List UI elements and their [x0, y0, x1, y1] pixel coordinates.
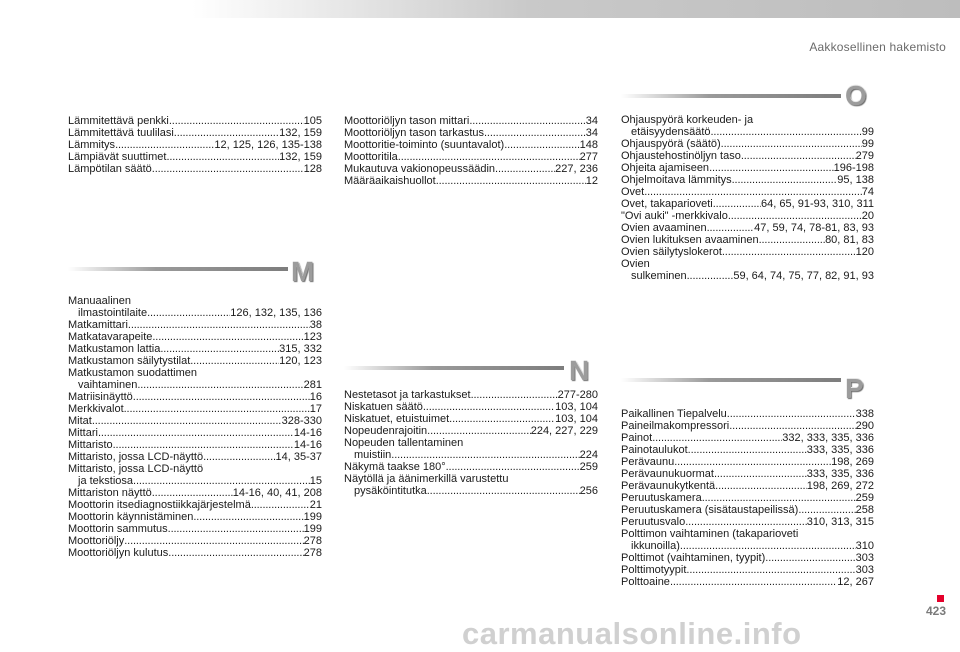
leader-dots [152, 331, 303, 343]
leader-dots [449, 413, 555, 425]
index-entry [621, 480, 874, 492]
index-entry [344, 115, 598, 127]
index-entry-pages: 277 [579, 151, 598, 163]
index-entry [621, 504, 874, 516]
index-entry-pages: 279 [855, 150, 874, 162]
leader-dots [714, 468, 807, 480]
leader-dots [688, 444, 807, 456]
index-entry-term: Perävaunukytkentä [621, 480, 716, 492]
index-entry-pages: 256 [579, 485, 598, 497]
index-entry-term: Peruutuskamera [621, 492, 702, 504]
index-entry-pages: 333, 335, 336 [806, 444, 874, 456]
leader-dots [160, 343, 279, 355]
index-entry-pages: 47, 59, 74, 78-81, 83, 93 [754, 222, 874, 234]
index-entry-pages: 16 [309, 391, 322, 403]
index-entry-pages: 328-330 [281, 415, 322, 427]
index-entry [68, 547, 322, 559]
index-entry [621, 456, 874, 468]
index-entry [68, 451, 322, 463]
index-entry [344, 389, 598, 401]
leader-dots [203, 451, 275, 463]
index-entry [344, 449, 598, 461]
index-entry-term: Mittariston näyttö [68, 487, 152, 499]
index-entry-intro: Näytöllä ja äänimerkillä varustettu [344, 473, 509, 485]
index-entry [621, 552, 874, 564]
index-entry [621, 516, 874, 528]
leader-dots [727, 408, 856, 420]
index-entry [621, 408, 874, 420]
index-entry-pages: 196-198 [833, 162, 874, 174]
index-entry-term: Lämpiävät suuttimet [68, 151, 167, 163]
index-entry-term: Painot [621, 432, 653, 444]
index-entry-pages: 199 [303, 511, 322, 523]
top-gradient-bar [0, 0, 960, 18]
index-entry-term: etäisyydensäätö [631, 126, 711, 138]
page-number: 423 [925, 604, 946, 618]
leader-dots [115, 139, 214, 151]
index-entry-term: Lämmitys [68, 139, 116, 151]
index-entry [621, 576, 874, 588]
leader-dots [670, 576, 837, 588]
leader-dots [687, 270, 734, 282]
index-entry [344, 425, 598, 437]
leader-dots [644, 186, 862, 198]
index-entry [344, 127, 598, 139]
index-entry-term: Moottorin itsediagnostiikkajärjestelmä [68, 499, 251, 511]
index-entry [68, 127, 322, 139]
index-entry-term: Matkustamon lattia [68, 343, 161, 355]
index-entry [621, 270, 874, 282]
index-entry [68, 151, 322, 163]
index-entry-intro: Nopeuden tallentaminen [344, 437, 464, 449]
index-entry-term: Ovet, takaparioveti [621, 198, 713, 210]
leader-dots [702, 492, 856, 504]
index-entry-pages: 227, 236 [555, 163, 598, 175]
index-entry-term: Moottoriöljyn kulutus [68, 547, 169, 559]
index-entry-pages: 303 [855, 564, 874, 576]
index-entry [68, 307, 322, 319]
index-entry-term: Moottoriöljyn tason tarkastus [344, 127, 485, 139]
index-entry-pages: 34 [585, 115, 598, 127]
index-entry-term: Moottorin käynnistäminen [68, 511, 194, 523]
section-divider-p [621, 378, 841, 382]
index-entry-pages: 38 [309, 319, 322, 331]
index-entry-pages: 12, 267 [837, 576, 874, 588]
leader-dots [765, 552, 855, 564]
index-entry-term: Paikallinen Tiepalvelu [621, 408, 727, 420]
index-entry-intro: Polttimon vaihtaminen (takaparioveti [621, 528, 799, 540]
leader-dots [124, 403, 310, 415]
index-entry-pages: 310, 313, 315 [806, 516, 874, 528]
leader-dots [484, 127, 586, 139]
index-entry [68, 487, 322, 499]
leader-dots [652, 432, 782, 444]
index-entry [68, 427, 322, 439]
index-entry-term: Polttimot (vaihtaminen, tyypit) [621, 552, 766, 564]
leader-dots [707, 222, 755, 234]
index-entry-pages: 12, 125, 126, 135-138 [214, 139, 322, 151]
index-column-l [68, 115, 322, 175]
index-column-n [344, 389, 598, 497]
leader-dots [174, 127, 279, 139]
index-entry-pages: 310 [855, 540, 874, 552]
index-entry [68, 415, 322, 427]
index-entry-term: Mukautuva vakionopeussäädin [344, 163, 496, 175]
index-entry-pages: 103, 104 [555, 413, 598, 425]
index-entry-pages: 278 [303, 535, 322, 547]
index-entry [621, 444, 874, 456]
index-entry [621, 246, 874, 258]
index-entry [68, 391, 322, 403]
index-entry-pages: 80, 81, 83 [825, 234, 874, 246]
section-letter-p: P [845, 373, 864, 404]
leader-dots [169, 115, 304, 127]
leader-dots [128, 319, 310, 331]
index-entry-pages: 14-16, 40, 41, 208 [232, 487, 322, 499]
index-entry-pages: 64, 65, 91-93, 310, 311 [761, 198, 874, 210]
index-entry [68, 499, 322, 511]
leader-dots [495, 163, 555, 175]
index-entry-term: Paineilmakompressori [621, 420, 730, 432]
index-entry [68, 379, 322, 391]
index-entry-pages: 333, 335, 336 [806, 468, 874, 480]
index-entry-term: Matkamittari [68, 319, 128, 331]
index-entry [621, 162, 874, 174]
leader-dots [193, 511, 303, 523]
leader-dots [504, 139, 579, 151]
leader-dots [711, 126, 862, 138]
index-entry-term: Ohjeita ajamiseen [621, 162, 710, 174]
index-entry-term: Ohjaustehostinöljyn taso [621, 150, 741, 162]
leader-dots [423, 401, 555, 413]
index-entry [621, 198, 874, 210]
index-entry [68, 535, 322, 547]
index-entry-term: Peruutuskamera (sisätaustapeilissä) [621, 504, 799, 516]
leader-dots [436, 175, 586, 187]
leader-dots [98, 427, 294, 439]
index-entry-term: Matkustamon säilytystilat [68, 355, 191, 367]
index-entry-intro: Matkustamon suodattimen [68, 367, 198, 379]
index-entry-pages: 278 [303, 547, 322, 559]
index-entry-pages: 14-16 [293, 427, 322, 439]
index-entry [344, 163, 598, 175]
index-entry [621, 420, 874, 432]
index-entry [68, 331, 322, 343]
index-entry-term: Lämpötilan säätö [68, 163, 152, 175]
section-letter-n: N [569, 355, 590, 386]
index-entry [68, 163, 322, 175]
index-entry-term: Merkkivalot [68, 403, 124, 415]
index-entry-pages: 198, 269, 272 [806, 480, 874, 492]
index-entry-pages: 128 [303, 163, 322, 175]
index-entry-pages: 21 [309, 499, 322, 511]
index-entry [621, 222, 874, 234]
leader-dots [729, 420, 855, 432]
index-entry-pages: 99 [861, 126, 874, 138]
leader-dots [709, 162, 834, 174]
index-entry-pages: 332, 333, 335, 336 [782, 432, 874, 444]
index-entry-term: Niskatuet, etuistuimet [344, 413, 450, 425]
index-entry-pages: 126, 132, 135, 136 [230, 307, 322, 319]
index-entry-term: Painotaulukot [621, 444, 688, 456]
index-entry-term: Polttoaine [621, 576, 670, 588]
index-entry-term: Niskatuen säätö [344, 401, 423, 413]
index-entry-pages: 103, 104 [555, 401, 598, 413]
index-entry-term: muistiin [354, 449, 392, 461]
index-entry-term: pysäköintitutka [354, 485, 427, 497]
index-entry-term: Moottorin sammutus [68, 523, 168, 535]
index-entry [68, 115, 322, 127]
index-entry-pages: 224, 227, 229 [530, 425, 598, 437]
index-entry-term: Matkatavarapeite [68, 331, 153, 343]
leader-dots [133, 391, 310, 403]
section-divider-o [621, 94, 841, 98]
page-header-title: Aakkosellinen hakemisto [809, 40, 946, 54]
index-entry-term: Perävaunukuormat [621, 468, 714, 480]
index-entry [621, 186, 874, 198]
index-entry-pages: 59, 64, 74, 75, 77, 82, 91, 93 [733, 270, 874, 282]
leader-dots [728, 210, 862, 222]
index-entry-pages: 303 [855, 552, 874, 564]
index-entry [621, 468, 874, 480]
section-letter-m: M [291, 256, 315, 287]
index-entry-pages: 17 [309, 403, 322, 415]
index-entry-term: Polttimotyypit [621, 564, 687, 576]
index-entry-pages: 12 [585, 175, 598, 187]
index-entry-term: Mittari [68, 427, 98, 439]
leader-dots [152, 163, 304, 175]
section-divider-m [68, 267, 288, 271]
index-entry-pages: 74 [861, 186, 874, 198]
index-column-m [68, 295, 322, 559]
index-entry-pages: 198, 269 [831, 456, 874, 468]
index-entry [68, 511, 322, 523]
index-entry-pages: 14-16 [293, 439, 322, 451]
index-entry-pages: 120 [855, 246, 874, 258]
index-entry-term: Peruutusvalo [621, 516, 686, 528]
index-entry-term: Lämmitettävä penkki [68, 115, 169, 127]
index-entry-pages: 338 [855, 408, 874, 420]
index-entry-intro: Ovien [621, 258, 650, 270]
index-entry [68, 475, 322, 487]
index-entry-term: Näkymä taakse 180° [344, 461, 446, 473]
index-entry-pages: 199 [303, 523, 322, 535]
index-entry-term: ikkunoilla) [631, 540, 680, 552]
index-entry-pages: 20 [861, 210, 874, 222]
leader-dots [685, 516, 806, 528]
index-entry [344, 151, 598, 163]
index-entry [621, 138, 874, 150]
index-entry [344, 461, 598, 473]
index-entry-pages: 99 [861, 138, 874, 150]
index-entry [621, 432, 874, 444]
leader-dots [446, 461, 580, 473]
index-entry-term: Ovien avaaminen [621, 222, 707, 234]
index-entry-term: Perävaunu [621, 456, 675, 468]
index-entry-term: Ohjauspyörä (säätö) [621, 138, 721, 150]
index-entry-term: ilmastointilaite [78, 307, 148, 319]
leader-dots [113, 439, 294, 451]
leader-dots [166, 151, 279, 163]
leader-dots [168, 523, 304, 535]
index-entry-intro: Mittaristo, jossa LCD-näyttö [68, 463, 204, 475]
index-column-p [621, 408, 874, 588]
index-entry-pages: 123 [303, 331, 322, 343]
index-entry-term: Matriisinäyttö [68, 391, 133, 403]
index-entry-term: Mittaristo, jossa LCD-näyttö [68, 451, 204, 463]
index-entry [344, 413, 598, 425]
leader-dots [741, 150, 856, 162]
leader-dots [469, 115, 585, 127]
index-entry-pages: 259 [579, 461, 598, 473]
leader-dots [427, 425, 531, 437]
leader-dots [713, 198, 761, 210]
index-entry [68, 523, 322, 535]
leader-dots [92, 415, 282, 427]
index-column-o [621, 114, 874, 282]
index-entry-term: Ohjelmoitava lämmitys [621, 174, 732, 186]
index-entry-term: Lämmitettävä tuulilasi [68, 127, 174, 139]
index-entry-term: Ovien lukituksen avaaminen [621, 234, 759, 246]
leader-dots [674, 456, 831, 468]
leader-dots [190, 355, 279, 367]
leader-dots [398, 151, 580, 163]
leader-dots [721, 138, 862, 150]
index-entry [68, 355, 322, 367]
index-entry-term: Moottoritila [344, 151, 398, 163]
index-entry-pages: 258 [855, 504, 874, 516]
index-entry-pages: 132, 159 [279, 127, 322, 139]
index-entry-term: Moottoriöljy [68, 535, 125, 547]
index-entry-pages: 290 [855, 420, 874, 432]
leader-dots [722, 246, 856, 258]
leader-dots [391, 449, 579, 461]
index-entry-term: Mittaristo [68, 439, 113, 451]
index-entry-term: Moottoritie-toiminto (suuntavalot) [344, 139, 505, 151]
index-entry [621, 174, 874, 186]
index-entry-term: sulkeminen [631, 270, 687, 282]
index-entry [621, 492, 874, 504]
index-entry [68, 403, 322, 415]
index-entry-pages: 95, 138 [837, 174, 874, 186]
leader-dots [168, 547, 303, 559]
index-entry-term: Määräaikaishuollot [344, 175, 436, 187]
index-entry-pages: 34 [585, 127, 598, 139]
watermark: carmanualsonline.info [462, 616, 802, 651]
index-entry-term: Ovet [621, 186, 645, 198]
leader-dots [133, 475, 310, 487]
leader-dots [759, 234, 825, 246]
index-entry [344, 139, 598, 151]
section-divider-n [344, 366, 564, 370]
index-entry-term: Nopeudenrajoitin [344, 425, 428, 437]
index-entry-pages: 277-280 [557, 389, 598, 401]
leader-dots [686, 564, 855, 576]
index-entry-pages: 120, 123 [279, 355, 322, 367]
index-entry [621, 234, 874, 246]
index-entry-pages: 105 [303, 115, 322, 127]
index-entry-term: "Ovi auki" -merkkivalo [621, 210, 728, 222]
index-entry [621, 126, 874, 138]
index-entry-pages: 14, 35-37 [275, 451, 322, 463]
index-entry [68, 139, 322, 151]
index-entry-pages: 281 [303, 379, 322, 391]
leader-dots [680, 540, 856, 552]
index-column-m-continued [344, 115, 598, 187]
index-entry-term: Nestetasot ja tarkastukset [344, 389, 471, 401]
index-entry [621, 150, 874, 162]
index-entry [621, 210, 874, 222]
index-entry-pages: 148 [579, 139, 598, 151]
index-entry-term: Ovien säilytyslokerot [621, 246, 722, 258]
index-entry-pages: 259 [855, 492, 874, 504]
leader-dots [732, 174, 838, 186]
index-entry-pages: 132, 159 [279, 151, 322, 163]
index-entry [621, 540, 874, 552]
leader-dots [427, 485, 580, 497]
index-entry-pages: 315, 332 [279, 343, 322, 355]
leader-dots [715, 480, 807, 492]
index-entry-term: Mitat [68, 415, 92, 427]
index-entry [344, 175, 598, 187]
page-marker-square [937, 595, 944, 602]
index-entry [344, 401, 598, 413]
index-entry-term: Moottoriöljyn tason mittari [344, 115, 470, 127]
index-entry-term: vaihtaminen [78, 379, 138, 391]
leader-dots [471, 389, 558, 401]
index-entry-intro: Manuaalinen [68, 295, 131, 307]
index-entry [621, 564, 874, 576]
leader-dots [124, 535, 303, 547]
leader-dots [137, 379, 303, 391]
index-entry-pages: 224 [579, 449, 598, 461]
index-entry [68, 343, 322, 355]
leader-dots [147, 307, 230, 319]
index-entry-term: ja tekstiosa [78, 475, 134, 487]
index-entry-pages: 15 [309, 475, 322, 487]
index-entry [68, 319, 322, 331]
leader-dots [152, 487, 233, 499]
section-letter-o: O [845, 80, 867, 111]
leader-dots [798, 504, 855, 516]
leader-dots [251, 499, 310, 511]
index-entry-intro: Ohjauspyörä korkeuden- ja [621, 114, 754, 126]
index-entry [68, 439, 322, 451]
index-entry [344, 485, 598, 497]
